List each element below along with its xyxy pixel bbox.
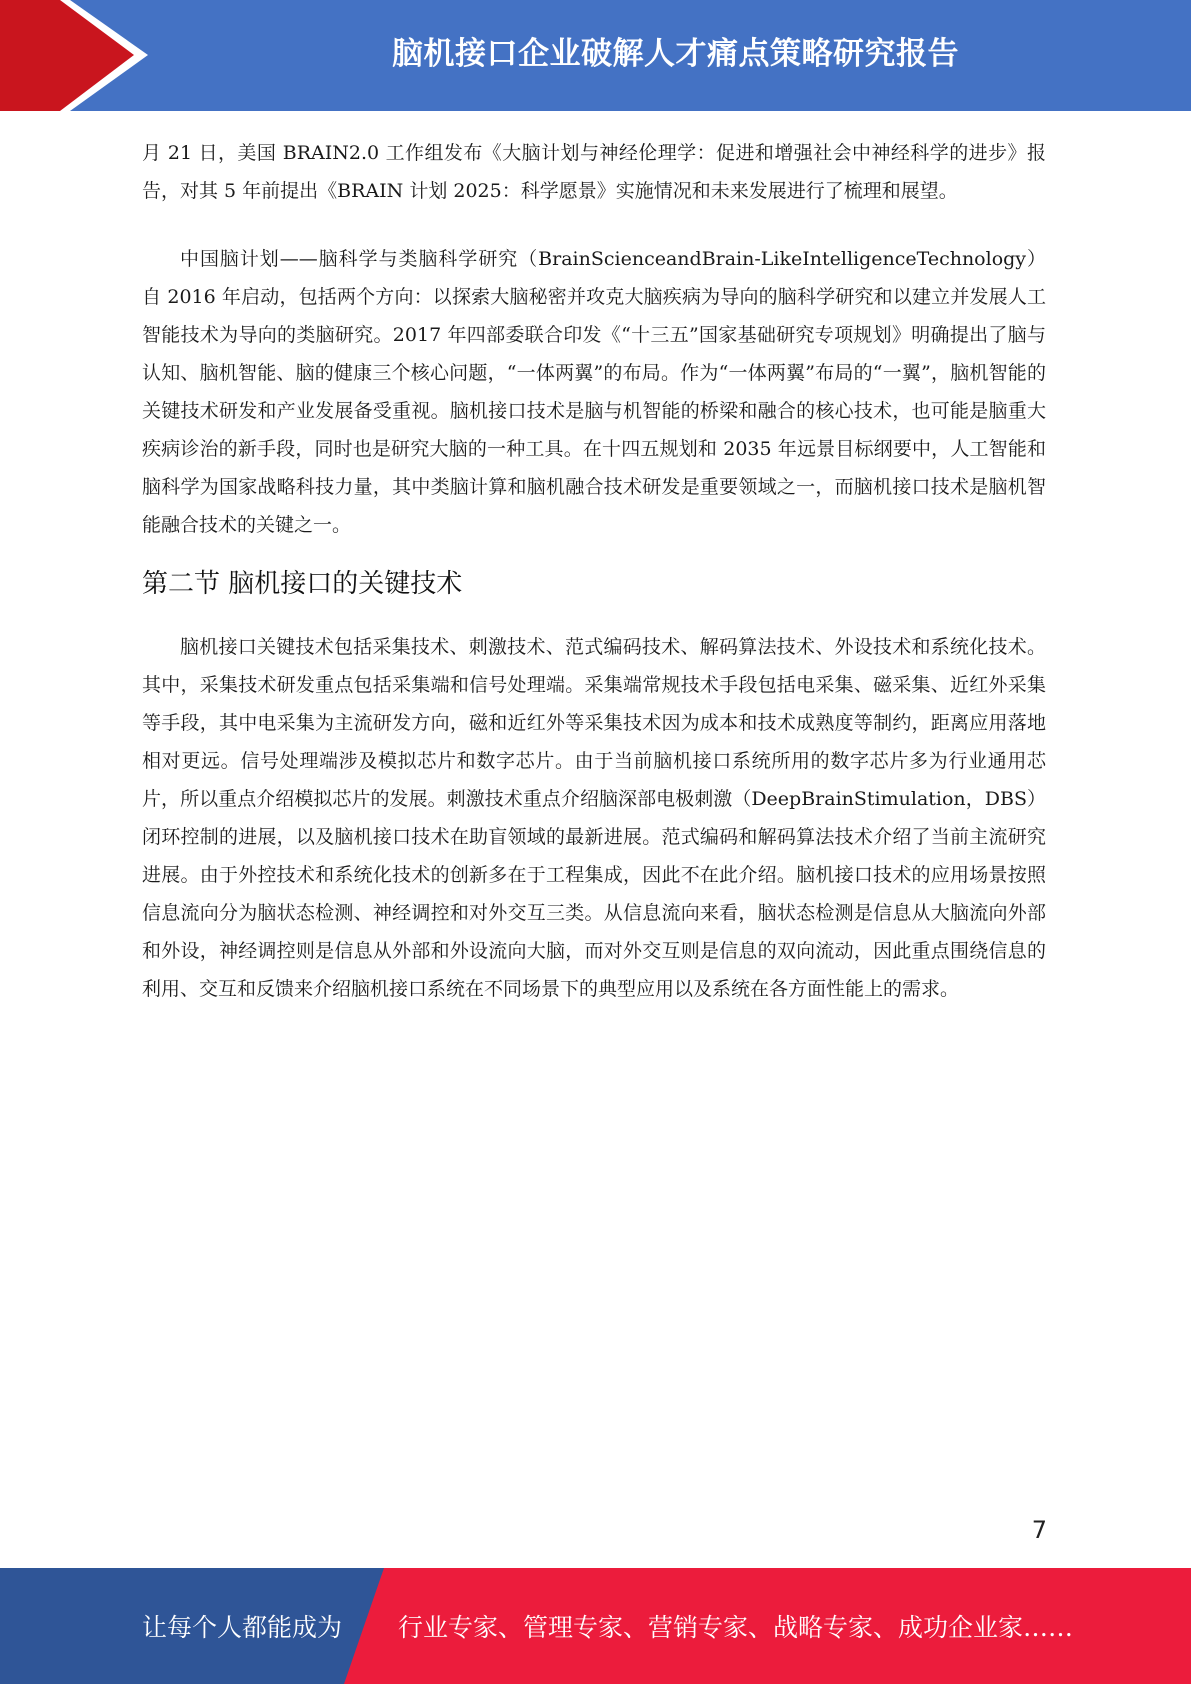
section-heading: 第二节 脑机接口的关键技术 [142,569,463,599]
document-body [142,134,1046,1008]
page-header [0,0,1191,111]
footer-slogan-right: 行业专家、管理专家、营销专家、战略专家、成功企业家…… [398,1613,1074,1642]
report-title: 脑机接口企业破解人才痛点策略研究报告 [392,35,959,72]
paragraph-key-technologies: 脑机接口关键技术包括采集技术、刺激技术、范式编码技术、解码算法技术、外设技术和系统化技术。其中，采集技术研发重点包括采集端和信号处理端。采集端常规技术手段包括电采集、磁采集、近红外采集等手段，其中电采集为主流研发方向，磁和近红外等采集技术因为成本和技术成熟度等制约，距离应用落地相对更远。信号处理端涉及模拟芯片和数字芯片。由于当前脑机接口系统所用的数字芯片多为行业通用芯片，所以重点介绍模拟芯片的发展。刺激技术重点介绍脑深部电极刺激（DeepBrainStimulation，DBS）闭环控制的进展，以及脑机接口技术在助盲领域的最新进展。范式编码和解码算法技术介绍了当前主流研究进展。由于外控技术和系统化技术的创新多在于工程集成，因此不在此介绍。脑机接口技术的应用场景按照信息流向分为脑状态检测、神经调控和对外交互三类。从信息流向来看，脑状态检测是信息从大脑流向外部和外设，神经调控则是信息从外部和外设流向大脑，而对外交互则是信息的双向流动，因此重点围绕信息的利用、交互和反馈来介绍脑机接口系统在不同场景下的典型应用以及系统在各方面性能上的需求。 [142,636,1046,1000]
page-footer [0,1568,1191,1684]
page-number: 7 [1031,1516,1047,1544]
paragraph-brain-2-0: 月 21 日，美国 BRAIN2.0 工作组发布《大脑计划与神经伦理学：促进和增强社会中神经科学的进步》报告，对其 5 年前提出《BRAIN 计划 2025：科学愿景》实施情况和未来发展进行了梳理和展望。 [142,142,1046,202]
header-arrow-decoration [0,0,160,111]
paragraph-china-brain-project: 中国脑计划——脑科学与类脑科学研究（BrainScienceandBrain-LikeIntelligenceTechnology）自 2016 年启动，包括两个方向：以探索大脑秘密并攻克大脑疾病为导向的脑科学研究和以建立并发展人工智能技术为导向的类脑研究。2017 年四部委联合印发《“十三五”国家基础研究专项规划》明确提出了脑与认知、脑机智能、脑的健康三个核心问题，“一体两翼”的布局。作为“一体两翼”布局的“一翼”，脑机智能的关键技术研发和产业发展备受重视。脑机接口技术是脑与机智能的桥梁和融合的核心技术，也可能是脑重大疾病诊治的新手段，同时也是研究大脑的一种工具。在十四五规划和 2035 年远景目标纲要中，人工智能和脑科学为国家战略科技力量，其中类脑计算和脑机融合技术研发是重要领域之一，而脑机接口技术是脑机智能融合技术的关键之一。 [142,248,1046,536]
footer-slogan-left: 让每个人都能成为 [142,1613,343,1642]
